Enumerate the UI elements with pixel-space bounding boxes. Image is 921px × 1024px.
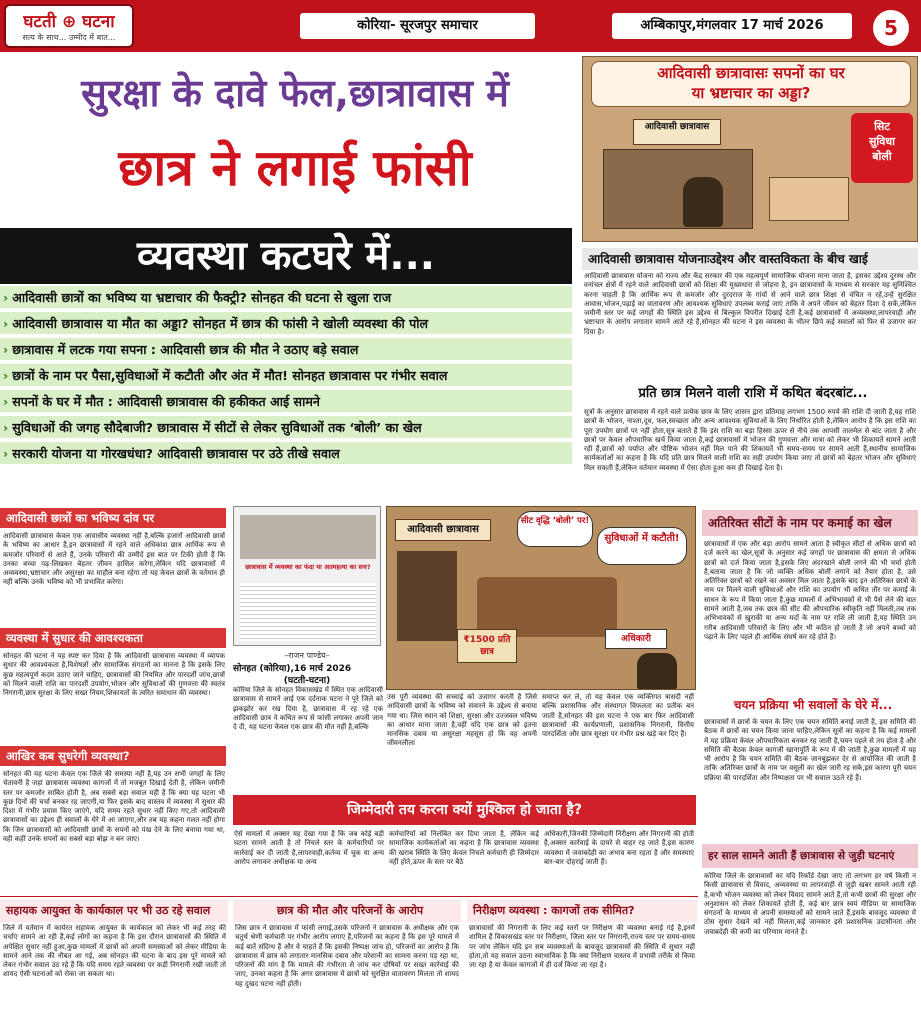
speech-bubble: सुविधाओं में कटौती! [597, 527, 687, 565]
article-body: छात्रावासों की निगरानी के लिए कई स्तरों पर निरीक्षण की व्यवस्था बनाई गई है,इनमें शामिल हैं विकासखंड स्तर पर निरीक्षण, जिला स्तर पर निगरानी,राज्य स्तर पर समय-समय पर जांच लेकिन यदि इन सब व्यवस्थाओं के बावजूद छात्रावासों की स्थिति में सुधार नहीं होता,तो यह सवाल उठना स्वाभाविक है कि क्या निरीक्षण वास्तव में प्रभावी तरीके से किया जा रहा है या केवल कागजों में ही दर्ज किया जा रहा है। [469, 924, 695, 970]
section-title: व्यवस्था में सुधार की आवश्यकता [0, 628, 226, 648]
section-title: अतिरिक्त सीटों के नाम पर कमाई का खेल [702, 510, 918, 536]
bullet-item: › छात्रों के नाम पर पैसा,सुविधाओं में कटौती और अंत में मौत! सोनहत छात्रावास पर गंभीर सवाल [0, 364, 572, 388]
edition-label: कोरिया- सूरजपुर समाचार [300, 13, 535, 39]
divider [0, 896, 698, 897]
article-body: समाप्त कर ले, तो यह केवल एक व्यक्तिगत त्रासदी नहीं बल्कि प्रशासनिक और संस्थागत विफलता का प्रतीक बन जाती है,सोनहत की इस घटना ने एक बार फिर आदिवासी छात्रावासों की कार्यप्रणाली, प्रशासनिक निगरानी, वित्तीय पारदर्शिता और छात्र सुरक्षा पर गंभीर प्रश्न खड़े कर दिए हैं। [542, 693, 694, 739]
place-date: सोनहत (कोरिया),16 मार्च 2026 [233, 664, 352, 674]
section-title: हर साल सामने आती हैं छात्रावास से जुड़ी घटनाएं [702, 844, 918, 868]
cartoon-sign: ₹1500 प्रति छात्र [457, 629, 517, 663]
article-body: छात्रावासों में एक और बड़ा आरोप सामने आता है स्वीकृत सीटों से अधिक छात्रों को दर्ज करने का खेल,सूत्रों के अनुसार कई जगहों पर छात्रावास की क्षमता से अधिक छात्रों को दर्ज किया जाता है,इसके लिए अंदरखाने बोली लगने की भी चर्चा होती है,बताया जाता है कि जो व्यक्ति अधिक बोली लगाने को तैयार होता है, उसे अतिरिक्त छात्रों को रखने का अवसर मिल जाता है,इसके बाद इन अतिरिक्त छात्रों के नाम पर मिलने वाली सुविधाओं और राशि का उपयोग भी कथित तौर पर कमाई के साधन के रूप में किया जाता है,कुछ मामलों में अभिभावकों से भी पैसे लेने की बात सामने आती है,जब तक छात्र की सीट की औपचारिक स्वीकृति नहीं मिलती,तब तक अभिभावकों से खुराकी या अन्य मदों के नाम पर राशि ली जाती है,यह स्थिति उन गरीब आदिवासी परिवारों के लिए और भी कठिन हो जाती है जो अपने बच्चों को पढ़ाने के लिए पहले ही आर्थिक संघर्ष कर रहे होते हैं। [704, 540, 916, 641]
bullet-item: › आदिवासी छात्रों का भविष्य या भ्रष्टाचार की फैक्ट्री? सोनहत की घटना से खुला राज [0, 286, 572, 310]
section-title: सहायक आयुक्त के कार्यकाल पर भी उठ रहे सवाल [0, 900, 228, 922]
building-sign: आदिवासी छात्रावास [633, 119, 721, 145]
bullet-item: › सरकारी योजना या गोरखधंधा? आदिवासी छात्रावास पर उठे तीखे सवाल [0, 442, 572, 466]
article-body: जिस छात्र ने छात्रावास में फांसी लगाई,उसके परिजनों ने छात्रावास के अधीक्षक और एक चतुर्थ श्रेणी कर्मचारी पर गंभीर आरोप लगाए हैं,परिजनों का कहना है कि इस पूरे मामले में कई बातें संदिग्ध हैं और वे चाहते हैं कि इसकी निष्पक्ष जांच हो, परिजनों का आरोप है कि छात्रावास में छात्र को लगातार मानसिक दबाव और परेशानी का सामना करना पड़ रहा था, परिजनों की मांग है कि मामले की गंभीरता से जांच कर दोषियों पर सख्त कार्रवाई की जाए, उनका कहना है कि अगर छात्रावास में छात्रों को सुरक्षित वातावरण मिलता तो शायद यह दुखद घटना नहीं होती। [235, 924, 459, 988]
headline-line-1: सुरक्षा के दावे फेल,छात्रावास में [81, 71, 509, 115]
officials-table [477, 577, 617, 637]
student-figure [637, 653, 677, 689]
article-body: कोरिया जिले के छात्रावासों का यदि रिकॉर्ड देखा जाए तो लगभग हर वर्ष किसी न किसी छात्रावास से विवाद, अव्यवस्था या लापरवाही से जुड़ी खबर सामने आती रही है,कभी भोजन व्यवस्था को लेकर विवाद सामने आते हैं,तो कभी छात्रों की सुरक्षा और अनुशासन को लेकर शिकायतें होती हैं, कई बार छात्र स्वयं मीडिया या सामाजिक संगठनों के माध्यम से अपनी समस्याओं को सामने लाते हैं,इसके बावजूद व्यवस्था में ठोस सुधार देखने को नहीं मिलता,कई जानकार इसे प्रशासनिक उदासीनता और जवाबदेही की कमी का परिणाम मानते हैं। [704, 872, 916, 936]
article-body: अधिकारी,जिनकी जिम्मेदारी निरीक्षण और निगरानी की होती है,अक्सर कार्रवाई के दायरे से बाहर रह जाते हैं,इस कारण व्यवस्था में जवाबदेही का अभाव बना रहता है और समस्याएं बार-बार दोहराई जाती हैं। [544, 830, 694, 866]
corruption-cartoon [386, 506, 696, 690]
article-body: आदिवासी छात्रावास योजना को राज्य और केंद्र सरकार की एक महत्वपूर्ण सामाजिक योजना माना जाता है, इसका उद्देश्य दुरस्थ और वनांचल क्षेत्रों में रहने वाले आदिवासी छात्रों को शिक्षा की मुख्यधारा से जोड़ना है, इन छात्रावासों के माध्यम से सरकार यह सुनिश्चित करना चाहती है कि आर्थिक रूप से कमजोर और दुरदराज के गांवों से आने वाले छात्र शिक्षा से वंचित न रहें,उन्हें सुरक्षित आवास,भोजन,पढ़ाई का वातावरण और आवश्यक सुविधाएं उपलब्ध कराई जाएं ताकि वे अपने जीवन को बेहतर दिशा दे सकें,लेकिन जमीनी स्तर पर कई जगहों की स्थिति इस उद्देश्य से बिल्कुल विपरीत दिखाई देती है,कई छात्रावासों में अव्यवस्था,लापरवाही और भ्रष्टाचार के आरोप लगातार सामने आते रहे हैं,सोनहत की घटना ने इस व्यवस्था के भीतर छिपे कई सवालों को फिर से उजागर कर दिया है। [584, 272, 916, 336]
logo-tagline: सत्य के साथ... उम्मीद में बात... [22, 33, 116, 42]
article-body: सोनहत की यह घटना केवल एक जिले की समस्या नहीं है,यह उन सभी जगहों के लिए चेतावनी है जहां छात्रावास व्यवस्था कागजों में तो मजबूत दिखाई देती है, लेकिन जमीनी स्तर पर कमजोर साबित होती है, अब सबसे बड़ा सवाल यही है कि क्या यह घटना भी कुछ दिनों की चर्चा बनकर रह जाएगी,या फिर इसके बाद वास्तव में व्यवस्था में सुधार की दिशा में गंभीर प्रयास किए जाएंगे, यदि समय रहते सुधार नहीं किए गए,तो आदिवासी छात्रावासों का उद्देश्य ही सवालों के घेरे में आ जाएगा,और तब यह कहना गलत नहीं होगा कि जिन छात्रावासों को आदिवासी छात्रों के सपनों को पंख देने के लिए बनाया गया था, वही कहीं उनके सपनों का सबसे बड़ा बोझ न बन जाए। [3, 770, 225, 844]
logo-title: घटती ⊕ घटना [23, 12, 115, 32]
article-body: उस पूरी व्यवस्था की सच्चाई को उजागर करती है जिसे आदिवासी छात्रों के भविष्य को संवारने के उद्देश्य से बनाया गया था। जिस स्थान को शिक्षा, सुरक्षा और उज्जवल भविष्य का आधार माना जाता है,वहीं यदि एक छात्र को इतना मानसिक दबाव या असुरक्षा महसूस हो कि वह अपनी जीवनलीला [387, 693, 537, 748]
article-body: कर्मचारियों को निलंबित कर दिया जाता है, लेकिन कई सामाजिक कार्यकर्ताओं का कहना है कि छात्रावास व्यवस्था की खराब स्थिति के लिए केवल निचले कर्मचारी ही जिम्मेदार नहीं होते,ऊपर के स्तर पर बैठे [389, 830, 539, 866]
hostel-illustration [582, 56, 918, 242]
section-title: जिम्मेदारी तय करना क्यों मुश्किल हो जाता है? [233, 795, 696, 825]
headline-banner: व्यवस्था कटघरे में... [0, 228, 572, 284]
illustration-caption: आदिवासी छात्रावासः सपनों का घर [657, 64, 845, 82]
section-title: आदिवासी छात्रावास योजनाःउद्देश्य और वास्तविकता के बीच खाई [582, 248, 918, 270]
section-title: निरीक्षण व्यवस्था : कागजों तक सीमित? [467, 900, 697, 922]
board-sign: सिट सुविधा बोली [851, 113, 913, 183]
article-body: जिले में वर्तमान में कार्यरत सहायक आयुक्त के कार्यकाल को लेकर भी कई तरह की चर्चाएं सामने आ रही हैं,कई लोगों का कहना है कि इस दौरान छात्रावासों की स्थिति में अपेक्षित सुधार नहीं हुआ,कुछ मामलों में छात्रों को अपनी समस्याओं को लेकर मीडिया के सामने आने तक की नौबत आ गई, अब सोनहत की घटना के बाद इस पूरे मामले को लेकर गंभीर सवाल उठ रहे हैं कि यदि समय रहते व्यवस्था पर कड़ी निगरानी रखी जाती तो शायद ऐसी घटनाओं को रोका जा सकता था। [3, 924, 226, 979]
dateline: अम्बिकापुर,मंगलवार 17 मार्च 2026 [612, 13, 852, 39]
byline: (घटती-घटना) [283, 676, 331, 686]
bullet-item: › सपनों के घर में मौत : आदिवासी छात्रावास की हकीकत आई सामने [0, 390, 572, 414]
officials-table [769, 177, 849, 221]
cartoon-caption: आदिवासी छात्रावास [395, 519, 491, 541]
article-body: कोरिया जिले के सोनहत विकासखंड में स्थित एक आदिवासी छात्रावास से सामने आई एक दर्दनाक घटना ने पूरे जिले को झकझोर कर रख दिया है, छात्रावास में रह रहे एक आदिवासी छात्र ने कथित रूप से फांसी लगाकर अपनी जान दे दी, यह घटना केवल एक छात्र की मौत नहीं है,बल्कि [233, 686, 383, 732]
section-title: आदिवासी छात्रों का भविष्य दांव पर [0, 508, 226, 528]
newspaper-logo [4, 4, 134, 48]
article-body: ऐसे मामलों में अक्सर यह देखा गया है कि जब कोई बड़ी घटना सामने आती है तो निचले स्तर के कर्मचारियों पर कार्रवाई कर दी जाती है,लापरवाही,कर्तव्य में चूक या अन्य आरोप लगाकर अधीक्षक या अन्य [234, 830, 384, 866]
section-title: छात्र की मौत और परिजनों के आरोप [233, 900, 461, 922]
clipping-headline: छात्रावास में व्यवस्था का फंदा या आत्महत्या का सच? [245, 563, 371, 571]
speech-bubble: सीट वृद्धि ‘बोली’ पर! [517, 511, 593, 547]
author: –राजन पाण्डेय– [284, 651, 330, 660]
section-title: चयन प्रक्रिया भी सवालों के घेरे में... [733, 698, 893, 712]
section-title: आखिर कब सुधरेगी व्यवस्था? [0, 746, 226, 766]
article-body: सोनहत की घटना ने यह स्पष्ट कर दिया है कि आदिवासी छात्रावास व्यवस्था में व्यापक सुधार की आवश्यकता है,विशेषज्ञों और सामाजिक संगठनों का मानना है कि इसके लिए कुछ महत्वपूर्ण कदम उठाए जाने चाहिए, छात्रावासों की नियमित और पारदर्शी जांच,छात्रों को मिलने वाली राशि का पारदर्शी उपयोग,भोजन और सुविधाओं की गुणवत्ता की स्वतंत्र निगरानी,छात्र सुरक्षा के लिए सख्त नियम,शिकायतों के त्वरित समाधान की व्यवस्था। [3, 652, 225, 698]
article-body: छात्रावासों में छात्रों के चयन के लिए एक चयन समिति बनाई जाती है, इस समिति की बैठक में छात्रों का चयन किया जाना चाहिए,लेकिन सूत्रों का कहना है कि कई मामलों में यह प्रक्रिया केवल औपचारिकता बनकर रह जाती है,चयन पहले से तय होता है और समिति की बैठक केवल कागजी खानापूर्ति के रूप में की जाती है,कुछ मामलों में यह भी आरोप है कि चयन समिति की बैठक जानबूझकर देर से आयोजित की जाती है ताकि अतिरिक्त छात्रों के नाम पर वसूली का खेल जारी रह सके,इस कारण पूरी चयन प्रक्रिया की पारदर्शिता और निष्पक्षता पर भी सवाल उठते रहे हैं। [704, 718, 916, 782]
bullet-item: › सुविधाओं की जगह सौदेबाजी? छात्रावास में सीटों से लेकर सुविधाओं तक ‘बोली’ का खेल [0, 416, 572, 440]
headline-line-2: छात्र ने लगाई फांसी [118, 139, 472, 197]
article-body: सूत्रों के अनुसार छात्रावास में रहने वाले प्रत्येक छात्र के लिए शासन द्वारा प्रतिमाह लगभग 1500 रुपये की राशि दी जाती है,यह राशि छात्रों के भोजन, नाश्ता,दूध, फल,स्वच्छता और अन्य आवश्यक सुविधाओं के लिए निर्धारित होती है,लेकिन आरोप है कि इस राशि का पूरा उपयोग छात्रों पर नहीं होता,सूत्र बताते हैं कि इस राशि का बड़ा हिस्सा ऊपर से नीचे तक आपसी तालमेल से बांट जाता है और छात्रों पर केवल औपचारिक खर्च किया जाता है,कई छात्रावासों में भोजन की गुणवत्ता और मात्रा को लेकर भी शिकायतें सामने आती रही हैं,छात्रों को पर्याप्त और पौष्टिक भोजन नहीं मिल पाने की शिकायतें भी समय-समय पर सामने आती हैं,स्थानीय सामाजिक कार्यकर्ताओं का कहना है कि यदि प्रति छात्र मिलने वाली राशि का सही उपयोग किया जाए तो छात्रों को बेहतर भोजन और सुविधाएं मिल सकती हैं,लेकिन वर्तमान व्यवस्था में ऐसा होता हुआ कम ही दिखाई देता है। [584, 408, 916, 472]
section-title: प्रति छात्र मिलने वाली राशि में कथित बंदरबांट... [638, 386, 868, 401]
bullet-item: › आदिवासी छात्रावास या मौत का अड्डा? सोनहत में छात्र की फांसी ने खोली व्यवस्था की पोल [0, 312, 572, 336]
newspaper-clipping [233, 506, 381, 646]
cartoon-sign: अधिकारी [605, 629, 667, 649]
bullet-item: › छात्रावास में लटक गया सपना : आदिवासी छात्र की मौत ने उठाए बड़े सवाल [0, 338, 572, 362]
illustration-caption: या भ्रष्टाचार का अड्डा? [691, 84, 811, 102]
page-number: 5 [873, 10, 909, 46]
article-body: आदिवासी छात्रावास केवल एक आवासीय व्यवस्था नहीं है,बल्कि हजारों आदिवासी छात्रों के भविष्य का आधार है,इन छात्रावासों में रहने वाले अधिकांश छात्र आर्थिक रूप से कमजोर परिवारों से आते हैं, उनके परिवारों की उम्मीदें इस बात पर टिकी होती हैं कि उनका बच्चा पढ़-लिखकर बेहतर जीवन हासिल करेगा,लेकिन यदि छात्रावासों में अव्यवस्था,भ्रष्टाचार और असुरक्षा का माहौल बना रहेगा तो यह केवल छात्रों के वर्तमान ही नहीं बल्कि उनके भविष्य को भी प्रभावित करेगा। [3, 532, 225, 587]
student-figure [683, 177, 723, 227]
